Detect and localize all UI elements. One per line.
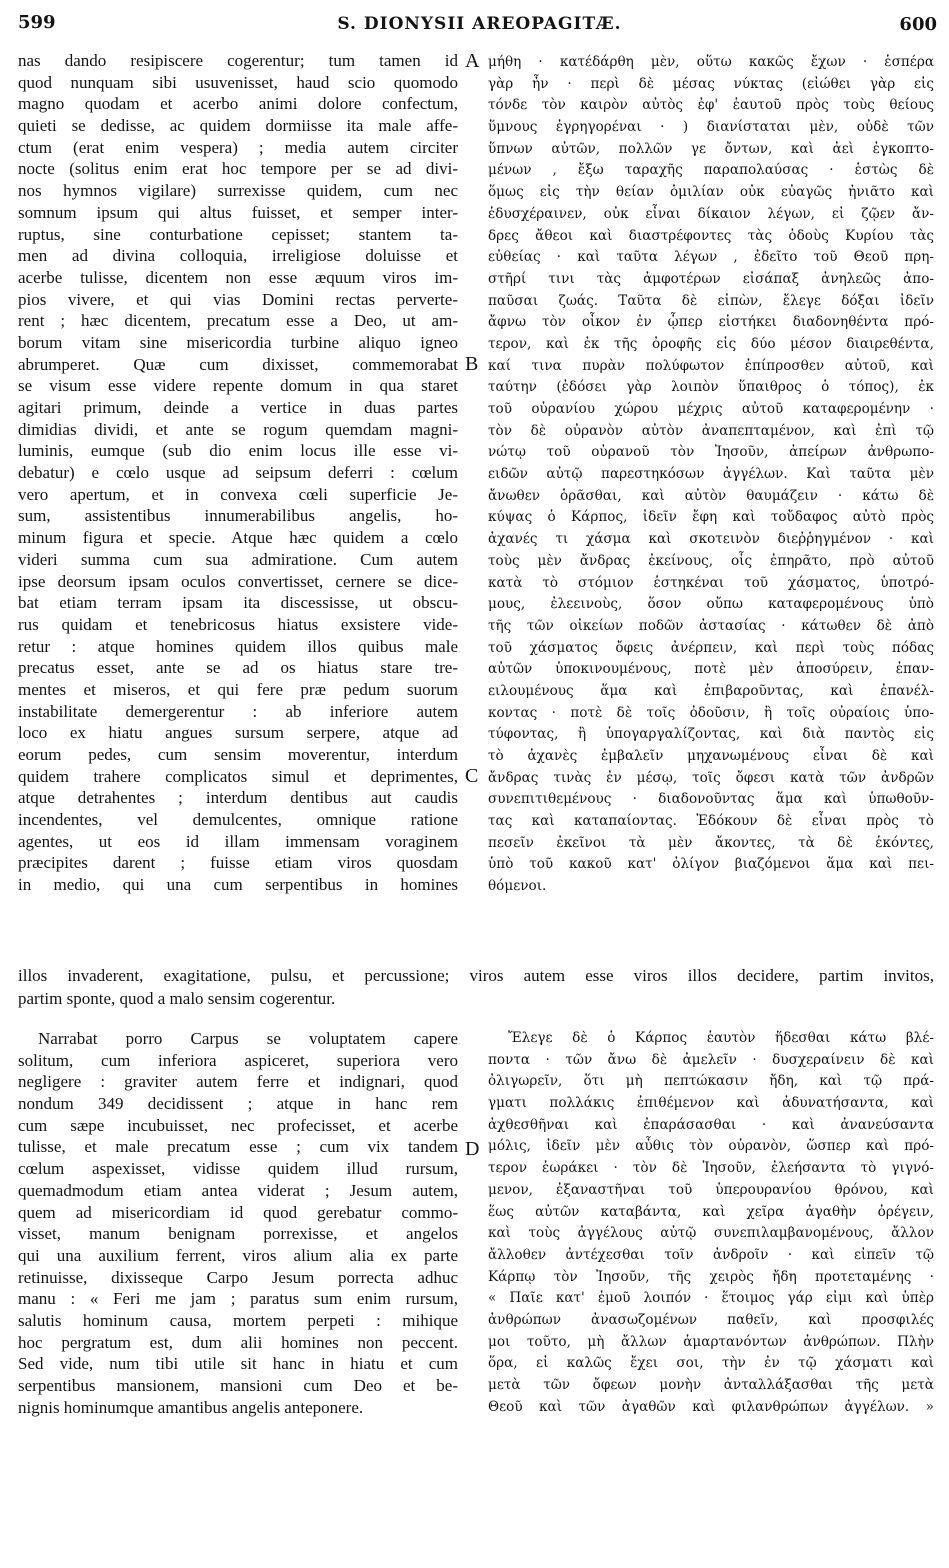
text-line: τὸ ἀχανὲς ἐμβαλεῖν μηχανωμένους εἶναι δὲ καὶ bbox=[488, 748, 934, 764]
text-line: ἀχθεσθῆναι καὶ ἐπαράσασθαι · καὶ ἀνανεύσαντα bbox=[488, 1116, 934, 1133]
text-line: visset, manum benignam porrexisse, et angelos bbox=[18, 1224, 458, 1244]
text-line: συνεπιτιθεμένους · διαδονοῦντας ἅμα καὶ ὑπωθοῦν- bbox=[488, 791, 934, 808]
text-line: sum, assistentibus innumerabilibus angelis, ho- bbox=[18, 506, 458, 526]
text-line: quem ad misericordiam id quod gerebatur commo- bbox=[18, 1202, 458, 1222]
text-line: abrumperet. Quæ cum dixisset, commemorabat bbox=[18, 354, 458, 374]
text-line: ποντα · τῶν ἄνω δὲ ἀμελεῖν · δυσχεραίνειν δὲ καὶ bbox=[488, 1051, 934, 1068]
text-line: nos hymnos vigilare) surrexisse quidem, cum nec bbox=[18, 181, 458, 201]
text-line: ἀχανές τι χάσμα καὶ σκοτεινὸν διεῤῥηγμένον · καὶ bbox=[488, 531, 934, 548]
text-line: magno quodam et acerbo animi dolore confectum, bbox=[18, 94, 458, 114]
text-line: Narrabat porro Carpus se voluptatem capere bbox=[38, 1029, 458, 1048]
text-line: μενον, ἐξαναστῆναι τοῦ ὑπερουρανίου θρόνου, καὶ bbox=[488, 1181, 934, 1198]
text-line: τερον ἑωράκει · τὸν δὲ Ἰησοῦν, ἐλεήσαντα τὸ γιγνό- bbox=[488, 1160, 934, 1177]
text-line: incendentes, vel demulcentes, omnique ratione bbox=[18, 810, 458, 830]
text-line: ἄφνω τὸν οἶκον ἐν ᾧπερ εἱστήκει διαδονηθέντα πρό- bbox=[488, 314, 934, 331]
text-line: agentes, ut eos id illam immensam voraginem bbox=[18, 831, 458, 851]
text-line: manu : « Feri me jam ; paratus sum enim rursum, bbox=[18, 1289, 458, 1309]
latin-column-section-2 bbox=[18, 1028, 458, 1418]
margin-marker-a: A bbox=[465, 50, 480, 72]
text-line: men ad divina colloquia, irreligiose doluisse et bbox=[18, 246, 458, 266]
text-line: κατὰ τὸ στόμιον ἑστηκέναι τοῦ χάσματος, ὑποτρό- bbox=[488, 574, 934, 591]
text-line: instabilitate demergerentur : ab inferiore autem bbox=[18, 701, 458, 721]
text-line: ὅρα, εἰ καλῶς ἔχει σοι, τὴν ἐν τῷ χάσματι καὶ bbox=[488, 1355, 934, 1372]
text-line: ἕως αὐτῶν καταβάντα, καὶ χεῖρα ἀγαθὴν ὀρέγειν, bbox=[488, 1203, 934, 1220]
text-line: minum figura et specie. Atque hæc quidem a cœlo bbox=[18, 528, 458, 548]
text-line: quidem trahere complicatos simul et deprimentes, bbox=[18, 766, 458, 786]
text-line: μένων , ἔξω ταραχῆς παραπολαύσας · ἑστὼς δὲ bbox=[488, 162, 934, 179]
text-line: qui una auxilium ferrent, viros alium alia ex parte bbox=[18, 1245, 458, 1265]
text-line: τοῦ οὐρανίου χώρου μέχρις αὐτοῦ καταφερομένην · bbox=[488, 401, 934, 417]
text-line: μόλις, ἰδεῖν μὲν αὖθις τὸν οὐρανὸν, ὥσπερ καὶ πρό- bbox=[488, 1138, 934, 1155]
text-line: « Παῖε κατ' ἐμοῦ λοιπόν · ἕτοιμος γάρ εἰμι καὶ ὑπὲρ bbox=[488, 1290, 934, 1307]
text-line: καί τινα πυρὰν πολύφωτον ἐπίπροσθεν αὐτοῦ, καὶ bbox=[488, 357, 934, 374]
page-number-left: 599 bbox=[18, 12, 56, 33]
text-line: acerbe tulisse, dicentem non esse æquum viros im- bbox=[18, 267, 458, 287]
text-line: atque detrahentes ; interdum dentibus aut caudis bbox=[18, 788, 458, 808]
text-line: μήθη · κατέδάρθη μὲν, οὕτω κακῶς ἔχων · ἑσπέρα bbox=[488, 54, 934, 70]
text-line: ἄλλοθεν ἀντέχεσθαι τοῖν ἀνδροῖν · καὶ εἰπεῖν τῷ bbox=[488, 1246, 934, 1263]
running-title: S. DIONYSII AREOPAGITÆ. bbox=[337, 14, 622, 34]
text-line: nignis hominumque amantibus angelis anteponere. bbox=[18, 1397, 364, 1417]
text-line: hoc pergratum est, dum alii homines non peccent. bbox=[18, 1332, 458, 1352]
text-line: vero apertum, et in convexa cœli superficie Je- bbox=[18, 484, 458, 504]
text-line: ipse deorsum ipsam oculos convertisset, cernere se dice- bbox=[18, 571, 458, 591]
text-line: debatur) e cœlo usque ad seipsum deferri : cœlum bbox=[18, 463, 458, 483]
text-line: cum sæpe incubuisset, nec profecisset, et acerbe bbox=[18, 1115, 458, 1135]
text-line: solitum, cum inferiora aspiceret, superiora vero bbox=[18, 1050, 458, 1070]
text-line: δρες ἄθεοι καὶ διαστρέφοντες τὰς ὁδοὺς Κυρίου τὰς bbox=[488, 227, 934, 244]
text-line: τας καὶ καταπαίοντας. Ἐδόκουν δὲ εἶναι πρὸς τὸ bbox=[488, 813, 934, 830]
text-line: nondum 349 decidissent ; atque in hanc rem bbox=[18, 1094, 458, 1114]
text-line: ἄνωθεν ὁρᾶσθαι, καὶ αὐτὸν θαυμάζειν · κάτω δὲ bbox=[488, 487, 934, 504]
text-line: ἀνθρώπων ἀνασωζομένων παθεῖν, καὶ προσφιλές bbox=[488, 1311, 934, 1328]
text-line: ειλουμένους ἅμα καὶ ἐπιβαροῦντας, καὶ ἐπανέλ- bbox=[488, 682, 934, 699]
latin-column-section-1 bbox=[18, 50, 458, 896]
text-line: τῆς τῶν οἰκείων ποδῶν ἀστασίας · κάτωθεν δὲ ἀπὸ bbox=[488, 617, 934, 634]
text-line: retinuisse, dixisseque Carpo Jesum porrecta adhuc bbox=[18, 1267, 458, 1287]
latin-tail-line bbox=[18, 988, 458, 1010]
text-line: αὐτῶν ὑποκινουμένους, ποτὲ μὲν ἀποσύρειν, ἐπαν- bbox=[488, 661, 934, 678]
text-line: τόνδε τὸν καιρὸν αὐτὸς ἐφ' ἑαυτοῦ πρὸς τοὺς θείους bbox=[488, 97, 934, 114]
text-line: in medio, qui una cum serpentibus in homines bbox=[18, 875, 458, 895]
text-line: νώτῳ τοῦ οὐρανοῦ τὸν Ἰησοῦν, ἀπείρων ἀνθρωπο- bbox=[488, 444, 934, 461]
text-line: εὐθείας · καὶ ταῦτα λέγων , ἐδεῖτο τοῦ Θεοῦ πρη- bbox=[488, 249, 934, 266]
text-line: μετὰ τῶν ὄφεων μονὴν ἀνταλλάξασθαι τῆς μετὰ bbox=[488, 1377, 934, 1393]
text-line: rent ; hæc dicentem, precatum esse a Deo, ut am- bbox=[18, 311, 458, 331]
text-line: nocte (solitus enim erat hoc tempore per se ad divi- bbox=[18, 159, 458, 179]
text-line: ὑπὸ τοῦ κακοῦ κατ' ὀλίγον βιαζόμενοι ἅμα καὶ πει- bbox=[488, 856, 934, 873]
text-line: τοὺς μὲν ἄνδρας ἐκείνους, οἷς ἐπηρᾶτο, πρὸ αὐτοῦ bbox=[488, 552, 934, 569]
text-line: ἐδυσχέραινεν, οὐκ εἶναι δίκαιον λέγων, εἰ ζῷεν ἄν- bbox=[488, 205, 934, 222]
text-line: Sed vide, num tibi utile sit hanc in hiatu et cum bbox=[18, 1354, 458, 1374]
text-line: τὸν δὲ οὐρανὸν αὐτὸν ἀναπεπταμένον, καὶ ἐπὶ τῷ bbox=[488, 422, 934, 439]
text-line: pios vivere, et qui vias Domini rectas perverte- bbox=[18, 289, 458, 309]
page-header bbox=[18, 0, 941, 48]
text-line: ὕμνους ἐγρηγορέναι · ) διανίσταται μὲν, οὐδὲ τῶν bbox=[488, 119, 934, 136]
text-line: καὶ τοὺς ἀγγέλους αὐτῷ συνεπιλαμβανομένους, ἄλλον bbox=[488, 1225, 934, 1242]
text-line: partim sponte, quod a malo sensim cogerentur. bbox=[18, 989, 336, 1008]
text-line: quod nunquam sibi usuvenisset, haud scio quomodo bbox=[18, 72, 458, 92]
text-line: μους, ἐλεεινοὺς, ὅσον οὔπω καταφερομένους ὑπὸ bbox=[488, 596, 934, 613]
text-line: κοντας · ποτὲ δὲ τοῖς ὀδοῦσιν, ἢ τοῖς οὐραίοις ὑπο- bbox=[488, 704, 934, 721]
margin-marker-d: D bbox=[465, 1138, 480, 1160]
greek-column-section-2 bbox=[488, 1028, 934, 1418]
text-line: ruptus, sine conturbatione cepisset; stantem ta- bbox=[18, 224, 458, 244]
text-line: πεσεῖν ἐκεῖνοι τὰ μὲν ἄκοντες, τὰ δὲ ἑκόντες, bbox=[488, 834, 934, 851]
text-line: quemadmodum etiam antea viderat ; Jesum autem, bbox=[18, 1180, 458, 1200]
text-line: videri summa cum sua admiratione. Cum autem bbox=[18, 549, 458, 569]
text-line: ὕπνων αὐτῶν, πολλῶν γε ὄντων, καὶ ἀεὶ ἐγκοπτο- bbox=[488, 140, 934, 157]
text-line: agitari primum, deinde a vertice in duas partes bbox=[18, 398, 458, 417]
text-line: loco ex hiatu angues sursum serpere, atque ad bbox=[18, 723, 458, 743]
text-line: cœlum aspexisset, vidisse quidem illud rursum, bbox=[18, 1159, 458, 1179]
text-line: bat etiam terram ipsam ita discessisse, ut obscu- bbox=[18, 593, 458, 613]
text-line: γματι πολλάκις ἐπιθέμενον καὶ ἀδυνατήσαντα, καὶ bbox=[488, 1095, 934, 1112]
text-line: τοῦ χάσματος ὄφεις ἀνέρπειν, καὶ περὶ τοὺς πόδας bbox=[488, 639, 934, 656]
page-number-right: 600 bbox=[899, 14, 937, 35]
greek-column-section-1 bbox=[488, 52, 934, 898]
text-line: θόμενοι. bbox=[488, 878, 547, 895]
text-line: Ἔλεγε δὲ ὁ Κάρπος ἑαυτὸν ἥδεσθαι κάτω βλέ- bbox=[508, 1030, 934, 1046]
text-line: precatus esset, ante se ad os hiatus stare tre- bbox=[18, 658, 458, 678]
text-line: negligere : graviter autem ferre et indignari, quod bbox=[18, 1072, 458, 1092]
text-line: ὅμως εἰς τὴν θείαν ὁμιλίαν οὐκ εὐαγῶς ἠνιᾶτο καὶ bbox=[488, 184, 934, 201]
text-line: dimidias dividi, et ante se rogum quemdam magni- bbox=[18, 419, 458, 439]
text-line: μοι τοῦτο, μὴ ἄλλων ἁμαρτανόντων ἀνθρώπων. Πλὴν bbox=[488, 1333, 934, 1350]
text-line: somnum ipsum qui altus fuisset, et semper inter- bbox=[18, 202, 458, 222]
text-line: nas dando resipiscere cogerentur; tum tamen id bbox=[18, 51, 458, 70]
text-line: mentes et miseros, et qui fere præ pedum suorum bbox=[18, 679, 458, 699]
text-line: ειδῶν αὐτῷ παρεστηκόσων ἀγγέλων. Καὶ ταῦτα μὲν bbox=[488, 466, 934, 483]
text-line: τύφοντας, ἢ ὑπογαργαλίζοντας, καὶ διὰ παντὸς εἰς bbox=[488, 726, 934, 743]
margin-marker-b: B bbox=[465, 353, 479, 375]
margin-marker-c: C bbox=[465, 765, 479, 787]
text-line: ὀλιγωρεῖν, ὅτι μὴ πεπτώκασιν ἤδη, καὶ τῷ πρά- bbox=[488, 1073, 934, 1090]
text-line: retur : atque homines quidem illos quibus male bbox=[18, 636, 458, 656]
text-line: παῦσαι ζωάς. Ταῦτα δὲ εἰπὼν, ἔλεγε δόξαι ἰδεῖν bbox=[488, 292, 934, 309]
text-line: τερον, καὶ ἐκ τῆς ὀροφῆς εἰς δύο μέσον διαιρεθέντα, bbox=[488, 335, 934, 352]
text-line: salutis hominum causa, mortem perpeti : mihique bbox=[18, 1310, 458, 1330]
text-line: ταύτην (ἐδόσει γὰρ λοιπὸν ὕπαιθρος ὁ τόπος), ἐκ bbox=[488, 379, 934, 396]
text-line: κύψας ὁ Κάρπος, ἰδεῖν ἔφη καὶ τοὔδαφος αὐτὸ πρὸς bbox=[488, 509, 934, 526]
text-line: rus quidam et tenebricosus hiatus exsistere vide- bbox=[18, 614, 458, 634]
text-line: luminis, eumque (sub dio enim locus ille esse vi- bbox=[18, 441, 458, 461]
text-line: eorum pedes, cum sensim moverentur, interdum bbox=[18, 745, 458, 764]
text-line: quieti se dedisse, ac quidem dormiisse ita male affe- bbox=[18, 116, 458, 136]
text-line: Κάρπῳ τὸν Ἰησοῦν, τῆς χειρὸς ἤδη προτεταμένης · bbox=[488, 1268, 934, 1285]
text-line: στῆρί τινι τὰς ἀμφοτέρων εἰσάπαξ ἀνηλεῶς ἀπο- bbox=[488, 270, 934, 287]
text-line: se visum esse videre repente domum in qua staret bbox=[18, 376, 458, 396]
text-line: præcipites darent ; fuisse etiam viros quosdam bbox=[18, 853, 458, 873]
text-line: borum vitam sine misericordia turbine aliquo igneo bbox=[18, 332, 458, 352]
text-line: ἄνδρας τινὰς ἐν μέσῳ, τοῖς ὄφεσι κατὰ τῶν ἀνδρῶν bbox=[488, 769, 934, 786]
text-line: Θεοῦ καὶ τῶν ἀγαθῶν καὶ φιλανθρώπων ἀγγέλων. » bbox=[488, 1398, 934, 1415]
spanning-line: illos invaderent, exagitatione, pulsu, et percussione; viros autem esse viros illos decidere, partim invitos, bbox=[18, 966, 934, 985]
text-line: ctum (erat enim vespera) ; media autem circiter bbox=[18, 137, 458, 157]
text-line: tulisse, et male precatum esse ; cum vix tandem bbox=[18, 1137, 458, 1157]
text-line: serpentibus mansionem, mansioni cum Deo et be- bbox=[18, 1376, 458, 1395]
text-line: γὰρ ἦν · περὶ δὲ μέσας νύκτας (εἰώθει γὰρ εἰς bbox=[488, 75, 934, 92]
